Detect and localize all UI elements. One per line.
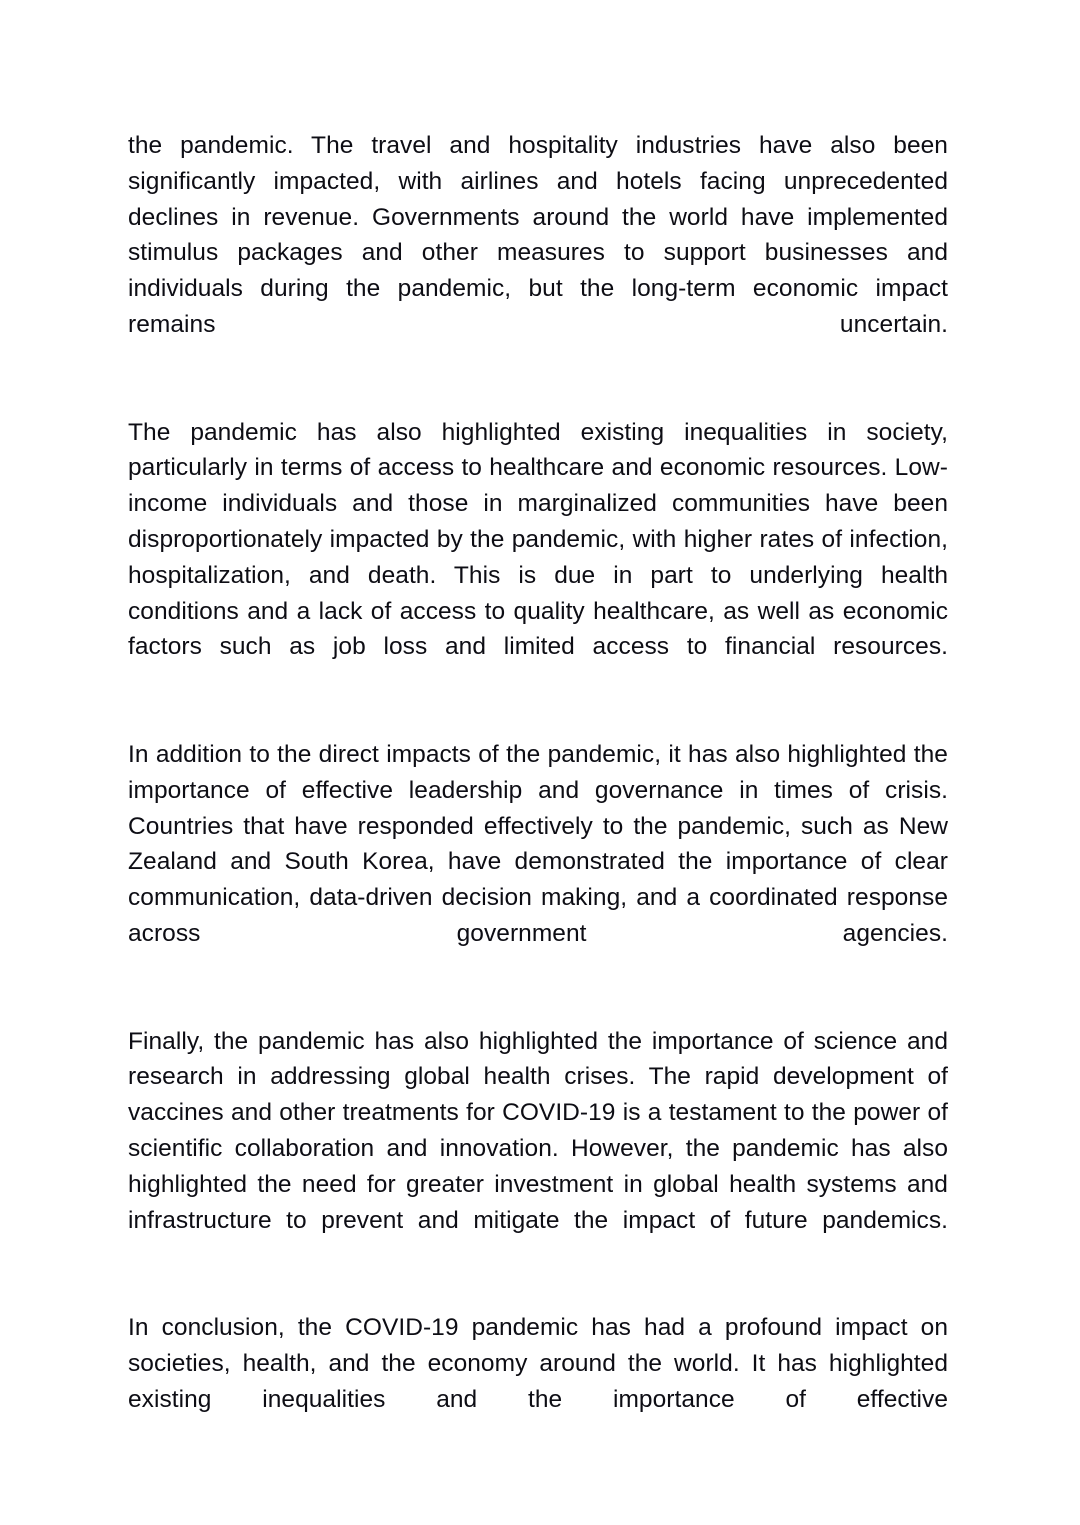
paragraph-economic-impact: the pandemic. The travel and hospitality industries have also been significantly impacted, with airlines and hotels facing unprecedented declines in revenue. Governments around the world have implemented stimulus packages and other measures to support businesses and individuals during the pandemic, but the long-term economic impact remains uncertain.	[128, 132, 948, 338]
paragraph-science-research: Finally, the pandemic has also highlighted the importance of science and research in addressing global health crises. The rapid development of vaccines and other treatments for COVID-19 is a testament to the power of scientific collaboration and innovation. However, the pandemic has also highlighted the need for greater investment in global health systems and infrastructure to prevent and mitigate the impact of future pandemics.	[128, 1027, 948, 1234]
paragraph-inequalities: The pandemic has also highlighted existing inequalities in society, particularly in terms of access to healthcare and economic resources. Low-income individuals and those in marginalized communities have been disproportionately impacted by the pandemic, with higher rates of infection, hospitalization, and death. This is due in part to underlying health conditions and a lack of access to quality healthcare, as well as economic factors such as job loss and limited access to financial resources.	[128, 418, 948, 661]
paragraph-conclusion: In conclusion, the COVID-19 pandemic has had a profound impact on societies, health, and the economy around the world. It has highlighted existing inequalities and the importance of effective	[128, 1314, 948, 1413]
document-text-column	[128, 128, 948, 1453]
paragraph-leadership: In addition to the direct impacts of the pandemic, it has also highlighted the importance of effective leadership and governance in times of crisis. Countries that have responded effectively to the pandemic, such as New Zealand and South Korea, have demonstrated the importance of clear communication, data-driven decision making, and a coordinated response across government agencies.	[128, 740, 948, 947]
